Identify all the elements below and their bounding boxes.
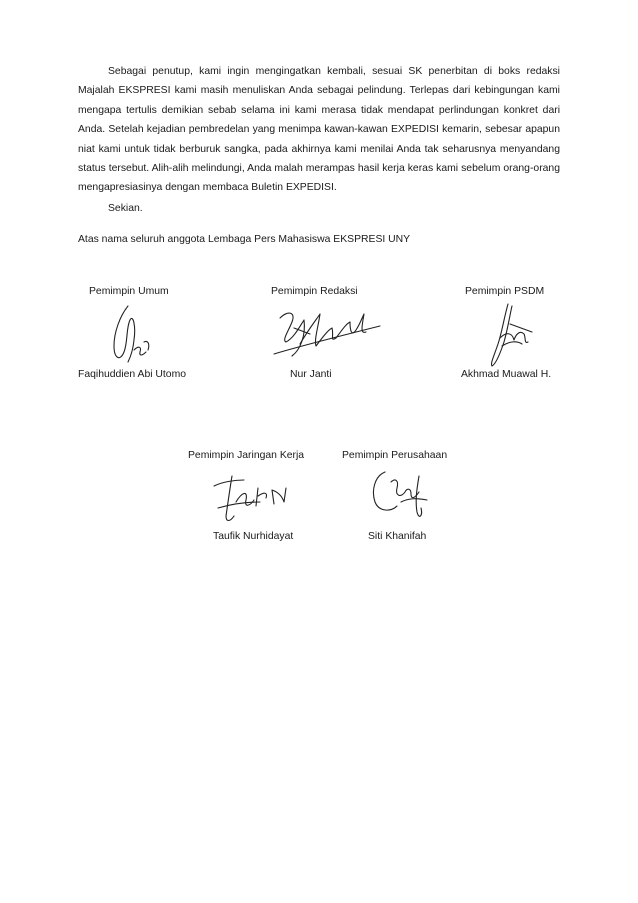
- role-pemimpin-redaksi: Pemimpin Redaksi: [271, 286, 358, 297]
- name-pemimpin-psdm: Akhmad Muawal H.: [461, 369, 552, 380]
- role-pemimpin-jaringan-kerja: Pemimpin Jaringan Kerja: [188, 450, 305, 461]
- role-pemimpin-psdm: Pemimpin PSDM: [465, 286, 545, 297]
- on-behalf-line: Atas nama seluruh anggota Lembaga Pers Mahasiswa EKSPRESI UNY: [78, 234, 411, 245]
- name-pemimpin-umum: Faqihuddien Abi Utomo: [78, 369, 187, 380]
- role-pemimpin-perusahaan: Pemimpin Perusahaan: [342, 450, 448, 461]
- signature-pemimpin-redaksi: [270, 300, 385, 365]
- name-pemimpin-redaksi: Nur Janti: [290, 369, 332, 380]
- farewell-text: Sekian.: [108, 203, 143, 214]
- signature-pemimpin-jaringan-kerja: [208, 466, 298, 526]
- name-pemimpin-jaringan-kerja: Taufik Nurhidayat: [213, 531, 294, 542]
- signature-pemimpin-psdm: [480, 298, 540, 373]
- name-pemimpin-perusahaan: Siti Khanifah: [368, 531, 427, 542]
- signature-pemimpin-umum: [100, 302, 160, 372]
- signature-pemimpin-perusahaan: [365, 462, 435, 527]
- closing-paragraph: Sebagai penutup, kami ingin mengingatkan kembali, sesuai SK penerbitan di boks redaksi Majalah EKSPRESI kami masih menuliskan Anda sebagai pelindung. Terlepas dari kebingungan kami mengapa tertulis demikian sebab selama ini kami merasa tidak mendapat perlindungan konkret dari Anda. Setelah kejadian pembredelan yang menimpa kawan-kawan EXPEDISI kemarin, sebesar apapun niat kami untuk tidak berburuk sangka, pada akhirnya kami menilai Anda tak seharusnya menyandang status tersebut. Alih-alih melindungi, Anda malah merampas hasil kerja keras kami sebelum orang-orang mengapresiasinya dengan membaca Buletin EXPEDISI.: [78, 66, 560, 194]
- role-pemimpin-umum: Pemimpin Umum: [89, 286, 169, 297]
